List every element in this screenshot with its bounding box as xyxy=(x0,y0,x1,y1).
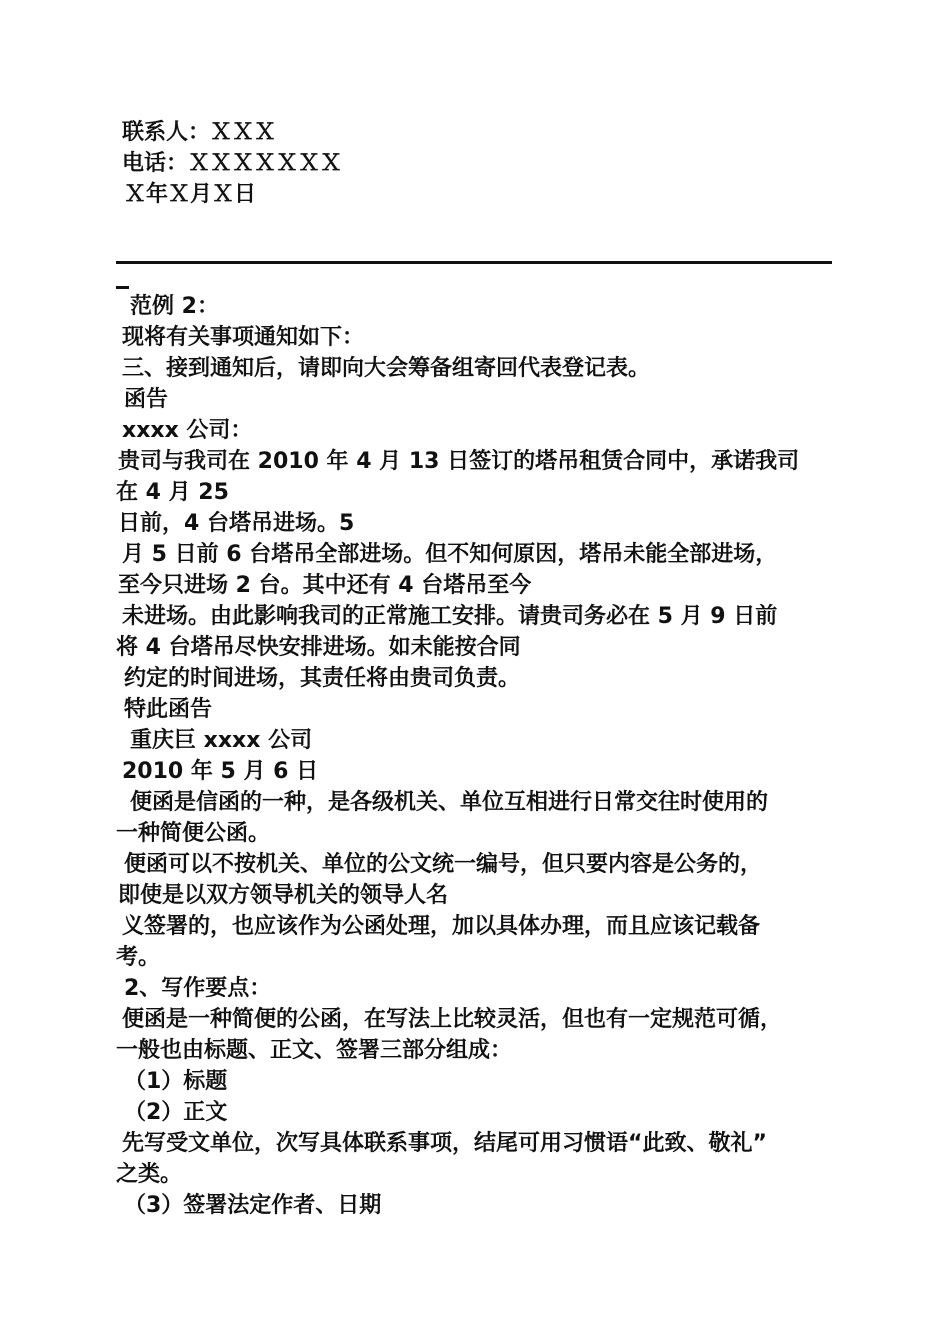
body-line: 日前，4 台塔吊进场。5 xyxy=(118,511,355,536)
contact-line: 联系人：ＸＸＸ xyxy=(122,120,277,145)
body-line: 特此函告 xyxy=(124,697,213,722)
body-line: 便函可以不按机关、单位的公文统一编号，但只要内容是公务的， xyxy=(124,852,763,877)
body-line: xxxx 公司： xyxy=(122,418,253,443)
body-line: 2、写作要点： xyxy=(124,976,272,1001)
body-line: 贵司与我司在 2010 年 4 月 13 日签订的塔吊租赁合同中，承诺我司 xyxy=(118,449,800,474)
body-line: 即使是以双方领导机关的领导人名 xyxy=(118,883,449,908)
body-line: 在 4 月 25 xyxy=(116,480,229,505)
horizontal-rule-tail xyxy=(116,286,129,289)
body-line: 函告 xyxy=(124,387,169,412)
body-line: 便函是信函的一种，是各级机关、单位互相进行日常交往时使用的 xyxy=(130,790,769,815)
body-line: 一般也由标题、正文、签署三部分组成： xyxy=(116,1038,513,1063)
body-line: 将 4 台塔吊尽快安排进场。如未能按合同 xyxy=(116,635,521,660)
body-line: 一种简便公函。 xyxy=(116,821,271,846)
body-line: 未进场。由此影响我司的正常施工安排。请贵司务必在 5 月 9 日前 xyxy=(122,604,778,629)
body-line: 便函是一种简便的公函，在写法上比较灵活，但也有一定规范可循， xyxy=(122,1007,783,1032)
body-line: 考。 xyxy=(116,945,161,970)
example-heading: 范例 2： xyxy=(130,294,219,319)
body-line: 义签署的，也应该作为公函处理，加以具体办理，而且应该记载备 xyxy=(122,914,761,939)
body-line: 现将有关事项通知如下： xyxy=(122,325,365,350)
body-line: （3）签署法定作者、日期 xyxy=(124,1193,382,1218)
body-line: 之类。 xyxy=(116,1162,183,1187)
body-line: 月 5 日前 6 台塔吊全部进场。但不知何原因，塔吊未能全部进场， xyxy=(122,542,778,567)
date-line: Ｘ年Ｘ月Ｘ日 xyxy=(124,182,257,207)
body-line: 先写受文单位，次写具体联系事项，结尾可用习惯语“此致、敬礼” xyxy=(122,1131,767,1156)
phone-line: 电话：ＸＸＸＸＸＸＸ xyxy=(122,151,343,176)
body-line: 三、接到通知后，请即向大会筹备组寄回代表登记表。 xyxy=(122,356,651,381)
body-line: 至今只进场 2 台。其中还有 4 台塔吊至今 xyxy=(118,573,532,598)
body-line: 约定的时间进场，其责任将由贵司负责。 xyxy=(124,666,521,691)
body-line: 2010 年 5 月 6 日 xyxy=(122,759,319,784)
body-line: 重庆巨 xxxx 公司 xyxy=(130,728,313,753)
body-line: （2）正文 xyxy=(124,1100,228,1125)
horizontal-rule xyxy=(116,261,832,264)
body-line: （1）标题 xyxy=(124,1069,228,1094)
